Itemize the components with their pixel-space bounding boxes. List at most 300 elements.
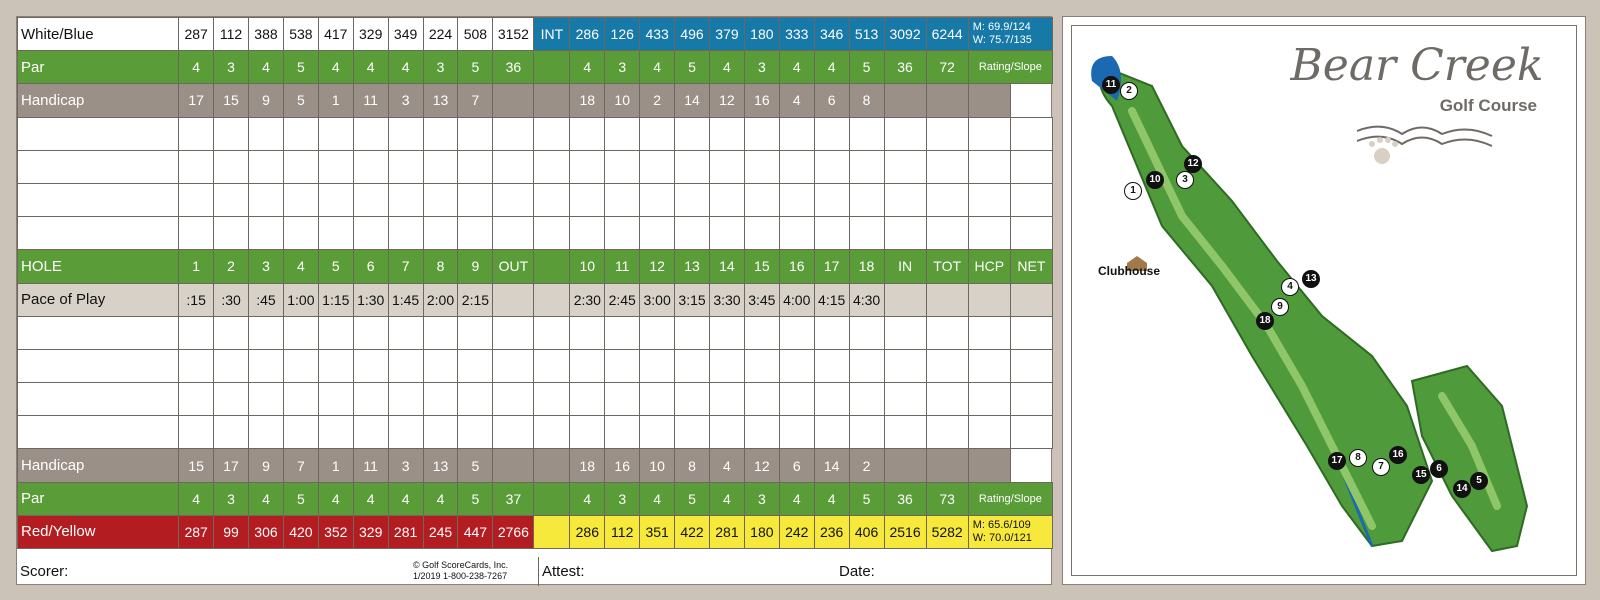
score-entry-cell[interactable]: [849, 316, 884, 349]
score-entry-cell[interactable]: [458, 183, 493, 216]
front-cell: 7: [388, 250, 423, 283]
score-entry-cell[interactable]: [640, 150, 675, 183]
score-entry-cell[interactable]: [779, 117, 814, 150]
back-cell: 12: [744, 449, 779, 482]
score-entry-cell[interactable]: [179, 150, 214, 183]
score-entry-cell[interactable]: [179, 416, 214, 449]
score-entry-cell[interactable]: [744, 316, 779, 349]
score-entry-cell[interactable]: [423, 183, 458, 216]
front-cell: 7: [283, 449, 318, 482]
score-entry-cell[interactable]: [249, 150, 284, 183]
score-entry-cell[interactable]: [814, 117, 849, 150]
front-cell: 3: [214, 51, 249, 84]
credit-line-2: 1/2019 1-800-238-7267: [413, 571, 508, 581]
score-entry-cell[interactable]: [249, 117, 284, 150]
score-entry-cell[interactable]: [534, 183, 570, 216]
hole-marker-18: 18: [1256, 312, 1274, 330]
score-entry-cell[interactable]: [423, 349, 458, 382]
spacer-cell: [534, 250, 570, 283]
score-entry-cell[interactable]: [388, 217, 423, 250]
score-entry-cell[interactable]: [534, 416, 570, 449]
score-entry-cell[interactable]: [283, 383, 318, 416]
score-entry-cell[interactable]: [884, 150, 926, 183]
spacer-cell: [534, 283, 570, 316]
row-red-yellow: [18, 515, 1053, 548]
score-entry-cell[interactable]: [849, 150, 884, 183]
score-entry-cell[interactable]: [779, 183, 814, 216]
score-entry-cell[interactable]: [709, 349, 744, 382]
score-entry-cell[interactable]: [605, 117, 640, 150]
score-entry-cell[interactable]: [493, 150, 534, 183]
row-label: Handicap: [18, 84, 179, 117]
front-cell: 4: [388, 482, 423, 515]
front-cell: 420: [283, 515, 318, 548]
score-entry-cell[interactable]: [249, 217, 284, 250]
score-entry-cell[interactable]: [1010, 150, 1052, 183]
front-cell: [493, 84, 534, 117]
back-cell: [884, 84, 926, 117]
score-entry-cell[interactable]: [570, 150, 605, 183]
back-cell: 16: [744, 84, 779, 117]
score-entry-cell[interactable]: [214, 383, 249, 416]
score-entry-cell[interactable]: [18, 416, 179, 449]
back-cell: 4: [709, 51, 744, 84]
score-entry-cell[interactable]: [388, 349, 423, 382]
front-cell: 329: [353, 18, 388, 51]
back-cell: 10: [605, 84, 640, 117]
score-entry-cell[interactable]: [570, 349, 605, 382]
front-cell: 99: [214, 515, 249, 548]
score-entry-cell[interactable]: [744, 150, 779, 183]
spacer-cell: [534, 449, 570, 482]
score-entry-cell[interactable]: [353, 349, 388, 382]
back-cell: IN: [884, 250, 926, 283]
score-entry-cell[interactable]: [283, 117, 318, 150]
score-entry-cell[interactable]: [884, 316, 926, 349]
score-entry-cell[interactable]: [353, 383, 388, 416]
back-cell: 36: [884, 51, 926, 84]
rating-women: W: 70.0/121: [972, 531, 1032, 544]
front-cell: 4: [179, 482, 214, 515]
score-entry-cell[interactable]: [675, 150, 710, 183]
back-cell: 10: [640, 449, 675, 482]
score-entry-cell[interactable]: [968, 383, 1010, 416]
back-cell: 12: [640, 250, 675, 283]
score-entry-cell[interactable]: [779, 349, 814, 382]
score-entry-cell[interactable]: [1010, 416, 1052, 449]
score-entry-cell[interactable]: [423, 316, 458, 349]
front-cell: 1:15: [318, 283, 353, 316]
score-entry-cell[interactable]: [640, 117, 675, 150]
score-entry-cell[interactable]: [458, 150, 493, 183]
score-entry-cell[interactable]: [458, 416, 493, 449]
score-entry-cell[interactable]: [534, 150, 570, 183]
rating-women: W: 75.7/135: [972, 34, 1032, 47]
score-entry-cell[interactable]: [18, 117, 179, 150]
score-entry-cell[interactable]: [709, 217, 744, 250]
front-cell: 11: [353, 449, 388, 482]
score-entry-cell[interactable]: [709, 150, 744, 183]
score-entry-cell[interactable]: [968, 416, 1010, 449]
score-entry-cell[interactable]: [179, 383, 214, 416]
score-entry-cell[interactable]: [214, 117, 249, 150]
front-cell: 287: [179, 515, 214, 548]
back-cell: 126: [605, 18, 640, 51]
score-entry-cell[interactable]: [249, 349, 284, 382]
front-cell: 329: [353, 515, 388, 548]
back-cell: 14: [675, 84, 710, 117]
score-entry-cell[interactable]: [458, 316, 493, 349]
front-cell: 112: [214, 18, 249, 51]
hole-marker-6: 6: [1430, 460, 1448, 478]
score-entry-cell[interactable]: [779, 150, 814, 183]
score-entry-cell[interactable]: [849, 349, 884, 382]
score-entry-cell[interactable]: [709, 183, 744, 216]
score-entry-cell[interactable]: [744, 383, 779, 416]
score-entry-cell[interactable]: [249, 316, 284, 349]
score-entry-cell[interactable]: [18, 183, 179, 216]
score-entry-cell[interactable]: [423, 217, 458, 250]
score-entry-cell[interactable]: [605, 383, 640, 416]
front-cell: OUT: [493, 250, 534, 283]
score-entry-cell[interactable]: [318, 383, 353, 416]
score-entry-cell[interactable]: [318, 416, 353, 449]
front-cell: [493, 449, 534, 482]
score-entry-cell[interactable]: [605, 416, 640, 449]
score-entry-cell[interactable]: [353, 217, 388, 250]
score-entry-cell[interactable]: [605, 183, 640, 216]
hole-marker-2: 2: [1120, 82, 1138, 100]
score-entry-cell[interactable]: [849, 383, 884, 416]
score-entry-cell[interactable]: [1010, 117, 1052, 150]
score-entry-cell[interactable]: [423, 416, 458, 449]
score-entry-cell[interactable]: [318, 217, 353, 250]
score-entry-cell[interactable]: [179, 183, 214, 216]
score-entry-cell[interactable]: [744, 416, 779, 449]
back-cell: 513: [849, 18, 884, 51]
score-entry-cell[interactable]: [926, 416, 968, 449]
score-entry-cell[interactable]: [493, 349, 534, 382]
score-entry-cell[interactable]: [458, 217, 493, 250]
score-entry-cell[interactable]: [570, 316, 605, 349]
score-entry-cell[interactable]: [283, 217, 318, 250]
back-cell: 379: [709, 18, 744, 51]
back-cell: NET: [1010, 250, 1052, 283]
score-entry-cell[interactable]: [423, 117, 458, 150]
score-entry-cell[interactable]: [884, 183, 926, 216]
score-entry-cell[interactable]: [388, 416, 423, 449]
score-entry-cell[interactable]: [926, 349, 968, 382]
row-label: Par: [18, 482, 179, 515]
front-cell: 508: [458, 18, 493, 51]
front-cell: 3: [388, 449, 423, 482]
score-entry-cell[interactable]: [605, 316, 640, 349]
front-cell: 287: [179, 18, 214, 51]
front-cell: 2:00: [423, 283, 458, 316]
score-entry-cell[interactable]: [1010, 383, 1052, 416]
front-cell: 352: [318, 515, 353, 548]
score-entry-cell[interactable]: [884, 117, 926, 150]
score-entry-cell[interactable]: [493, 416, 534, 449]
front-cell: 1:30: [353, 283, 388, 316]
back-cell: 3: [605, 51, 640, 84]
front-cell: 2: [214, 250, 249, 283]
back-cell: 2: [849, 449, 884, 482]
row-pace-of-play: [18, 283, 1053, 316]
scorer-label: Scorer:: [20, 563, 69, 580]
score-entry-cell[interactable]: [884, 416, 926, 449]
score-entry-cell[interactable]: [744, 349, 779, 382]
score-entry-cell[interactable]: [814, 416, 849, 449]
front-cell: 17: [214, 449, 249, 482]
score-entry-cell[interactable]: [849, 416, 884, 449]
score-entry-cell[interactable]: [640, 217, 675, 250]
score-entry-cell[interactable]: [388, 383, 423, 416]
score-entry-cell[interactable]: [179, 117, 214, 150]
back-cell: 17: [814, 250, 849, 283]
score-entry-cell[interactable]: [926, 217, 968, 250]
back-cell: 3:00: [640, 283, 675, 316]
back-cell: 333: [779, 18, 814, 51]
score-entry-cell[interactable]: [18, 349, 179, 382]
score-entry-cell[interactable]: [18, 150, 179, 183]
score-entry-cell[interactable]: [570, 217, 605, 250]
score-entry-cell[interactable]: [675, 183, 710, 216]
score-entry-cell[interactable]: [814, 349, 849, 382]
score-entry-cell[interactable]: [605, 349, 640, 382]
score-entry-cell[interactable]: [570, 117, 605, 150]
score-entry-row: [18, 383, 1053, 416]
back-cell: 3:45: [744, 283, 779, 316]
score-entry-cell[interactable]: [849, 217, 884, 250]
back-cell: 3092: [884, 18, 926, 51]
score-entry-cell[interactable]: [423, 150, 458, 183]
front-cell: 538: [283, 18, 318, 51]
score-entry-cell[interactable]: [493, 183, 534, 216]
score-entry-cell[interactable]: [744, 217, 779, 250]
score-entry-cell[interactable]: [388, 183, 423, 216]
score-entry-cell[interactable]: [926, 117, 968, 150]
score-entry-cell[interactable]: [675, 416, 710, 449]
score-entry-cell[interactable]: [849, 117, 884, 150]
front-cell: 3: [249, 250, 284, 283]
back-cell: 242: [779, 515, 814, 548]
score-entry-cell[interactable]: [570, 383, 605, 416]
back-cell: 4: [779, 84, 814, 117]
row-label: Red/Yellow: [18, 515, 179, 548]
back-cell: [926, 449, 968, 482]
score-entry-cell[interactable]: [926, 150, 968, 183]
back-cell: 5: [849, 51, 884, 84]
front-cell: :45: [249, 283, 284, 316]
hole-marker-14: 14: [1453, 480, 1471, 498]
score-entry-cell[interactable]: [353, 150, 388, 183]
score-entry-cell[interactable]: [640, 183, 675, 216]
score-entry-cell[interactable]: [968, 117, 1010, 150]
score-entry-cell[interactable]: [1010, 183, 1052, 216]
score-entry-cell[interactable]: [605, 217, 640, 250]
score-entry-cell[interactable]: [814, 150, 849, 183]
score-entry-cell[interactable]: [179, 217, 214, 250]
score-entry-cell[interactable]: [534, 217, 570, 250]
score-entry-cell[interactable]: [675, 349, 710, 382]
score-entry-cell[interactable]: [493, 217, 534, 250]
score-entry-cell[interactable]: [534, 316, 570, 349]
score-entry-cell[interactable]: [458, 349, 493, 382]
front-cell: 4: [353, 51, 388, 84]
score-entry-cell[interactable]: [534, 117, 570, 150]
score-entry-cell[interactable]: [214, 349, 249, 382]
score-entry-cell[interactable]: [353, 117, 388, 150]
score-entry-cell[interactable]: [179, 349, 214, 382]
score-entry-cell[interactable]: [214, 416, 249, 449]
back-cell: 14: [709, 250, 744, 283]
score-entry-cell[interactable]: [884, 217, 926, 250]
score-entry-cell[interactable]: [814, 183, 849, 216]
score-entry-cell[interactable]: [1010, 316, 1052, 349]
score-entry-cell[interactable]: [283, 183, 318, 216]
score-entry-cell[interactable]: [388, 316, 423, 349]
score-entry-cell[interactable]: [968, 150, 1010, 183]
score-entry-cell[interactable]: [926, 183, 968, 216]
score-entry-cell[interactable]: [675, 383, 710, 416]
front-cell: 5: [283, 482, 318, 515]
score-entry-cell[interactable]: [709, 316, 744, 349]
score-entry-cell[interactable]: [884, 383, 926, 416]
back-cell: 180: [744, 18, 779, 51]
score-entry-cell[interactable]: [640, 416, 675, 449]
score-entry-cell[interactable]: [744, 183, 779, 216]
score-entry-cell[interactable]: [709, 416, 744, 449]
score-entry-row: [18, 183, 1053, 216]
score-entry-cell[interactable]: [675, 316, 710, 349]
score-entry-cell[interactable]: [1010, 349, 1052, 382]
back-cell: 5: [849, 482, 884, 515]
score-entry-cell[interactable]: [18, 316, 179, 349]
back-cell: 4: [814, 482, 849, 515]
score-entry-cell[interactable]: [179, 316, 214, 349]
score-entry-cell[interactable]: [458, 117, 493, 150]
back-cell: [884, 283, 926, 316]
score-entry-cell[interactable]: [493, 117, 534, 150]
front-cell: 17: [179, 84, 214, 117]
credit-text: [413, 560, 508, 582]
score-entry-cell[interactable]: [640, 349, 675, 382]
back-cell: 2:45: [605, 283, 640, 316]
front-cell: 4: [249, 482, 284, 515]
score-entry-cell[interactable]: [744, 117, 779, 150]
score-entry-cell[interactable]: [283, 416, 318, 449]
score-entry-cell[interactable]: [884, 349, 926, 382]
score-entry-cell[interactable]: [926, 383, 968, 416]
score-entry-cell[interactable]: [675, 117, 710, 150]
front-cell: 15: [179, 449, 214, 482]
front-cell: 4: [388, 51, 423, 84]
score-entry-cell[interactable]: [283, 349, 318, 382]
score-entry-cell[interactable]: [318, 117, 353, 150]
score-entry-cell[interactable]: [814, 383, 849, 416]
score-entry-cell[interactable]: [18, 383, 179, 416]
back-cell: 2516: [884, 515, 926, 548]
score-entry-cell[interactable]: [779, 217, 814, 250]
score-entry-cell[interactable]: [570, 416, 605, 449]
score-entry-cell[interactable]: [318, 349, 353, 382]
score-entry-cell[interactable]: [214, 316, 249, 349]
score-entry-cell[interactable]: [283, 316, 318, 349]
score-entry-cell[interactable]: [779, 416, 814, 449]
score-entry-cell[interactable]: [318, 183, 353, 216]
score-entry-cell[interactable]: [849, 183, 884, 216]
back-cell: 72: [926, 51, 968, 84]
score-entry-cell[interactable]: [214, 217, 249, 250]
score-entry-cell[interactable]: [214, 150, 249, 183]
front-cell: :15: [179, 283, 214, 316]
back-cell: 14: [814, 449, 849, 482]
back-cell: 351: [640, 515, 675, 548]
score-entry-cell[interactable]: [318, 316, 353, 349]
front-cell: 4: [353, 482, 388, 515]
score-entry-cell[interactable]: [968, 349, 1010, 382]
score-entry-cell[interactable]: [249, 383, 284, 416]
score-entry-cell[interactable]: [709, 117, 744, 150]
score-entry-cell[interactable]: [493, 316, 534, 349]
score-entry-cell[interactable]: [18, 217, 179, 250]
score-entry-cell[interactable]: [779, 316, 814, 349]
score-entry-cell[interactable]: [675, 217, 710, 250]
score-entry-cell[interactable]: [640, 316, 675, 349]
score-entry-cell[interactable]: [493, 383, 534, 416]
score-entry-cell[interactable]: [968, 316, 1010, 349]
score-entry-cell[interactable]: [968, 183, 1010, 216]
score-entry-cell[interactable]: [353, 316, 388, 349]
score-entry-cell[interactable]: [814, 217, 849, 250]
score-entry-cell[interactable]: [709, 383, 744, 416]
front-cell: [493, 283, 534, 316]
front-cell: 245: [423, 515, 458, 548]
score-entry-cell[interactable]: [605, 150, 640, 183]
score-entry-cell[interactable]: [640, 383, 675, 416]
score-entry-cell[interactable]: [1010, 217, 1052, 250]
back-cell: 4: [570, 51, 605, 84]
score-entry-cell[interactable]: [353, 183, 388, 216]
score-entry-cell[interactable]: [388, 117, 423, 150]
score-entry-cell[interactable]: [214, 183, 249, 216]
back-cell: 433: [640, 18, 675, 51]
score-entry-cell[interactable]: [458, 383, 493, 416]
score-entry-cell[interactable]: [926, 316, 968, 349]
back-cell: 4: [709, 482, 744, 515]
score-entry-cell[interactable]: [249, 183, 284, 216]
front-cell: 7: [458, 84, 493, 117]
score-entry-cell[interactable]: [388, 150, 423, 183]
score-entry-cell[interactable]: [814, 316, 849, 349]
score-entry-cell[interactable]: [570, 183, 605, 216]
score-entry-cell[interactable]: [318, 150, 353, 183]
row-handicap-bottom: [18, 449, 1053, 482]
back-cell: 4: [640, 51, 675, 84]
back-cell: 406: [849, 515, 884, 548]
score-entry-cell[interactable]: [249, 416, 284, 449]
score-entry-cell[interactable]: [534, 349, 570, 382]
score-entry-cell[interactable]: [423, 383, 458, 416]
score-entry-cell[interactable]: [283, 150, 318, 183]
score-entry-cell[interactable]: [534, 383, 570, 416]
score-entry-cell[interactable]: [353, 416, 388, 449]
front-cell: 1: [179, 250, 214, 283]
front-cell: 306: [249, 515, 284, 548]
score-entry-cell[interactable]: [968, 217, 1010, 250]
score-entry-cell[interactable]: [779, 383, 814, 416]
